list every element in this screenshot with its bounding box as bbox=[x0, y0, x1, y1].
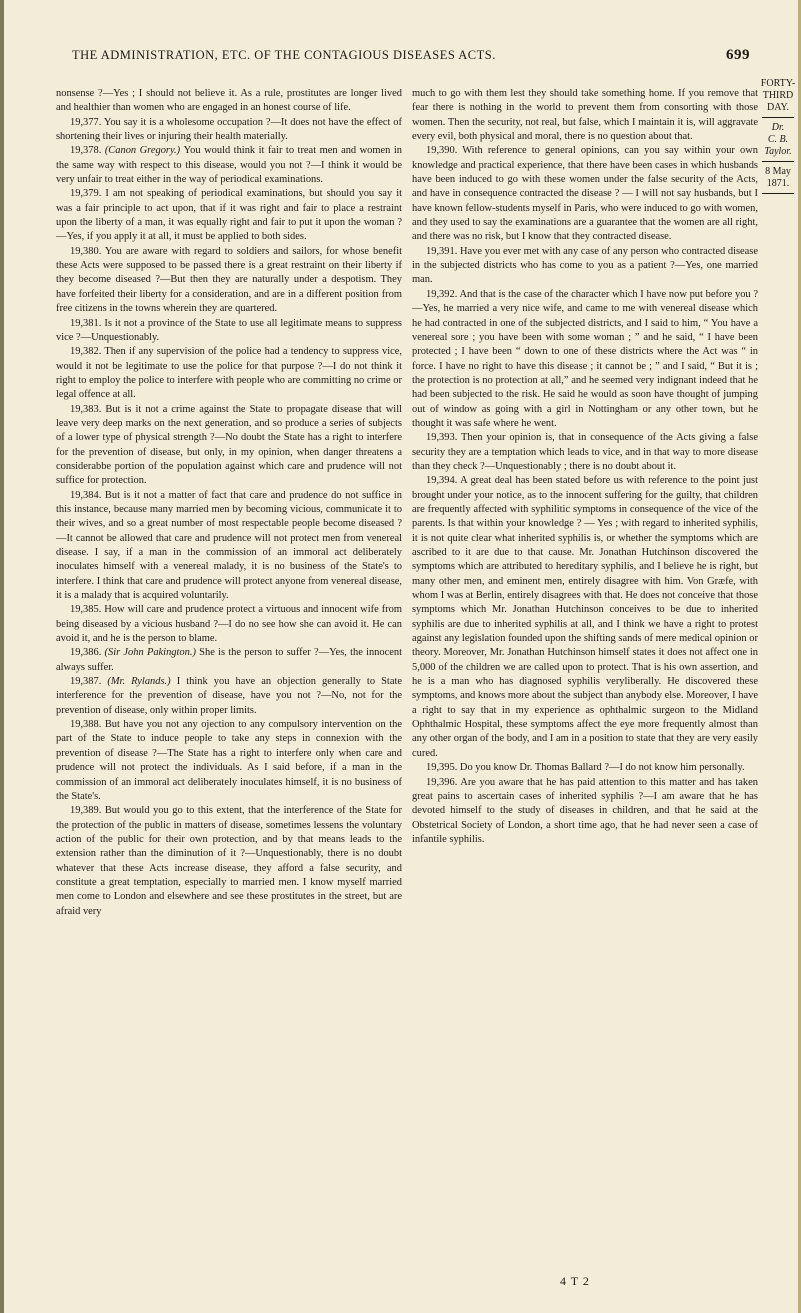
margin-day-line1: FORTY- bbox=[760, 78, 796, 89]
paragraph bbox=[56, 646, 402, 675]
paragraph bbox=[56, 245, 402, 317]
paragraph-text: 19,383. But is it not a crime against the State to propagate disease that will leave very deep marks on the next generation, and so produce a series of subjects of a lower type of physical strength ?—No doubt the State has a right to interfere for the prevention of disease, but only, in my opinion, when danger threatens a considerabbe portion of the population against which care and prudence will not suffice for protection. bbox=[56, 403, 402, 487]
margin-witness-title: Dr. bbox=[771, 122, 785, 133]
paragraph bbox=[412, 776, 758, 848]
margin-witness-name: C. B. Taylor. bbox=[764, 134, 792, 157]
questioner-name: (Mr. Rylands.) bbox=[107, 676, 177, 688]
paragraph-text: much to go with them lest they should take something home. If you remove that fear there is nothing in the world to prevent them from consorting with those women. Then the security, not real, but false, which I maintain it is, will aggravate every evil, both physical and moral, there is no question about that. bbox=[412, 88, 758, 143]
paragraph-text: 19,379. I am not speaking of periodical examinations, but should you say it was a fair principle to act upon, that if it was right and fair to place a restraint upon the liberty of a man, it was equally right and fair to put it upon the woman ?—Yes, if you apply it at all, it must be applied to both sides. bbox=[56, 188, 402, 243]
paragraph-text: 19,390. With reference to general opinions, can you say within your own knowledge and practical experience, that there have been cases in which husbands have been induced to go with these women under the false security of the Acts, and have in consequence contracted the disease ? — I will not say husbands, but I have known fellow-students myself in Paris, who were induced to go with women, and they used to say the examinations are a guarantee that the women are all right, and there was no risk, but I know that they contracted disease. bbox=[412, 145, 758, 243]
question-number: 19,386. bbox=[70, 647, 105, 659]
margin-rule bbox=[762, 117, 794, 118]
paragraph-text: I think you have an objection generally to State interference for the prevention of disease, have you not ?—No, not for the prevention of disease, only within proper limits. bbox=[56, 676, 402, 716]
paragraph-text: 19,391. Have you ever met with any case of any person who contracted disease in the subjected districts who has come to you as a patient ?—Yes, one married man. bbox=[412, 245, 758, 286]
paragraph-text: 19,389. But would you go to this extent, that the interference of the State for the protection of the public in matters of disease, sometimes lessens the voluntary action of the public for their own protection, and by that means leads to the extension rather than the diminution of it ?—Unquestionably, there is no doubt whatever that these Acts increase disease, they afford a false security, and constitute a great temptation, especially to married men. I know myself married men come to London and elsewhere and see these prostitutes in the street, but are afraid very bbox=[56, 805, 402, 917]
paragraph-text: 19,393. Then your opinion is, that in consequence of the Acts giving a false security they are a temptation which leads to vice, and in that way to more disease than they check ?—Unquestionably ; there is no doubt about it. bbox=[412, 432, 758, 472]
paragraph bbox=[56, 345, 402, 402]
paragraph bbox=[56, 187, 402, 244]
page-number: 699 bbox=[726, 47, 750, 63]
paragraph bbox=[412, 761, 758, 775]
paragraph-text: 19,388. But have you not any ojection to any compulsory intervention on the part of the State to induce people to take any steps in connexion with the prevention of disease ?—The State has a right to interfere only when care and prudence will not protect the individuals. As I said before, if a man in the commission of an immoral act deliberately inoculates himself, it is no business of the State's. bbox=[56, 719, 402, 802]
left-column bbox=[56, 87, 402, 919]
paragraph-text: 19,394. A great deal has been stated before us with reference to the point just brought under your notice, as to the innocent suffering for the guilty, that children are frequently affected with syphilitic symptoms in consequence of the vice of the parents. Is that within your knowledge ? — Yes ; with regard to inherited syphilis, it is not quite clear what inherited syphilis is, or whether the symptoms which are ascribed to it are due to that cause. Mr. Jonathan Hutchinson discovered the symptoms which are attributed to hereditary syphilis, and I believe he is right, but many other men, and eminent men, entirely disagree with him. Von Græfe, with whom I was at Berlin, entirely disagrees with that. He does not conceive that those symptoms which Mr. Jonathan Hutchinson conceives to be due to inherited syphilis are due to inherited syphilis at all, and I think we have a right to protest against any legislation founded upon the shifting sands of mere medical opinion or theory. Moreover, Mr. Jonathan Hutchinson himself states it does not affect one in 5,000 of the children we are called upon to protect. That is his own assertion, and he is a man who has diagnosed syphilis veryliberally. He discovered these symptoms, and knows more about the subject than anybody else. Moreover, I have a right to say that in my experience as ophthalmic surgeon to the Midland Ophthalmic Hospital, these symptoms affect the eye more frequently almost than any other organ of the body, and I am in a position to state that they are very easily cured. bbox=[412, 475, 758, 759]
paragraph-text: 19,377. You say it is a wholesome occupation ?—It does not have the effect of shortening their lives or injuring their health materially. bbox=[56, 116, 402, 143]
paragraph bbox=[412, 474, 758, 761]
margin-note bbox=[756, 78, 800, 198]
paragraph-text: nonsense ?—Yes ; I should not believe it. As a rule, prostitutes are longer lived and healthier than women who are engaged in an honest course of life. bbox=[56, 88, 402, 114]
binding-edge bbox=[0, 0, 4, 1313]
paragraph bbox=[56, 317, 402, 346]
paragraph bbox=[56, 489, 402, 604]
right-column bbox=[412, 87, 758, 847]
paragraph bbox=[56, 87, 402, 116]
paragraph bbox=[412, 431, 758, 474]
paragraph-text: 19,384. But is it not a matter of fact that care and prudence do not suffice in this instance, because many married men by becoming vicious, communicate it to their wives, and so a great number of most respectable people become diseased ?—It cannot be allowed that care and prudence will not protect men from venereal disease. I say, if a man in the commission of an immoral act deliberately inoculates himself with a venereal malady, it is no business of the State's to interfere. I think that care and prudence will protect anyone from venereal disease, it is a malady that is acquired voluntarily. bbox=[56, 489, 402, 602]
margin-day-line2: THIRD DAY. bbox=[762, 90, 794, 113]
paragraph bbox=[56, 403, 402, 489]
paragraph-text: 19,395. Do you know Dr. Thomas Ballard ?—I do not know him personally. bbox=[426, 762, 745, 774]
paragraph-text: 19,396. Are you aware that he has paid attention to this matter and has taken great pains to ascertain cases of inherited syphilis ?—I am aware that he has devoted himself to the study of diseases in children, and that he said at the Obstetrical Society of London, a short time ago, that he had never seen a case of infantile syphilis. bbox=[412, 776, 758, 845]
margin-rule-3 bbox=[762, 193, 794, 194]
paragraph-text: 19,392. And that is the case of the character which I have now put before you ?—Yes, he married a very nice wife, and came to me with venereal disease which he had contracted in one of the subjected districts, and I said to him, “ You have a venereal sore ; you have been with some woman ; ” and he said, “ I have been protected ; I have been “ down to one of these districts where the Act was “ in force. I have no right to have this disease ; it cannot be ; ” and I said, “ But it is ; the protection is no protection at all,” and he seemed very indignant indeed that he had been subjected to the risk. He said he would as soon have thought of jumping out of window as going with a girl in Nottingham or any other town, but he thought it was safe where he went. bbox=[412, 288, 758, 429]
paragraph-text: She is the person to suffer ?—Yes, the innocent always suffer. bbox=[56, 647, 403, 673]
margin-rule-2 bbox=[762, 161, 794, 162]
questioner-name: (Sir John Pakington.) bbox=[104, 647, 200, 659]
paragraph-text: 19,380. You are aware with regard to soldiers and sailors, for whose benefit these Acts were supposed to be passed there is a great restraint on their liberty if they become diseased ?—But then they are naturally under a despotism. They have forfeited their liberty for a consideration, and are in a different position from free citizens in the towns wherein they are quartered. bbox=[56, 245, 402, 315]
paragraph bbox=[56, 675, 402, 718]
printer-signature: 4 T 2 bbox=[560, 1274, 590, 1288]
paragraph bbox=[56, 144, 402, 187]
paragraph bbox=[56, 718, 402, 804]
question-number: 19,378. bbox=[70, 145, 105, 157]
margin-date: 8 May 1871. bbox=[765, 166, 791, 189]
paragraph bbox=[56, 804, 402, 919]
paragraph bbox=[56, 116, 402, 145]
questioner-name: (Canon Gregory.) bbox=[104, 145, 184, 157]
paragraph bbox=[56, 603, 402, 646]
paragraph bbox=[412, 87, 758, 144]
paragraph-text: 19,381. Is it not a province of the State to use all legitimate means to suppress vice ?—Unquestionably. bbox=[56, 317, 402, 343]
paragraph bbox=[412, 288, 758, 431]
paragraph-text: 19,385. How will care and prudence protect a virtuous and innocent wife from being diseased by a vicious husband ?—I do no see how she can avoid it. He can avoid it, and he is the person to blame. bbox=[56, 604, 402, 645]
paragraph-text: 19,382. Then if any supervision of the police had a tendency to suppress vice, would it not be legitimate to use the police for that purpose ?—I do not think it right to employ the police to interfere with people who are committing no crime or legal offence at all. bbox=[56, 346, 402, 401]
paragraph bbox=[412, 144, 758, 244]
running-title: THE ADMINISTRATION, ETC. OF THE CONTAGIOUS DISEASES ACTS. bbox=[72, 48, 496, 62]
paragraph-text: You would think it fair to treat men and women in the same way with respect to this disease, would you not ?—I think it would be very unfair to treat either in the way of periodical examinations. bbox=[56, 145, 402, 186]
paragraph bbox=[412, 245, 758, 288]
question-number: 19,387. bbox=[70, 676, 108, 688]
